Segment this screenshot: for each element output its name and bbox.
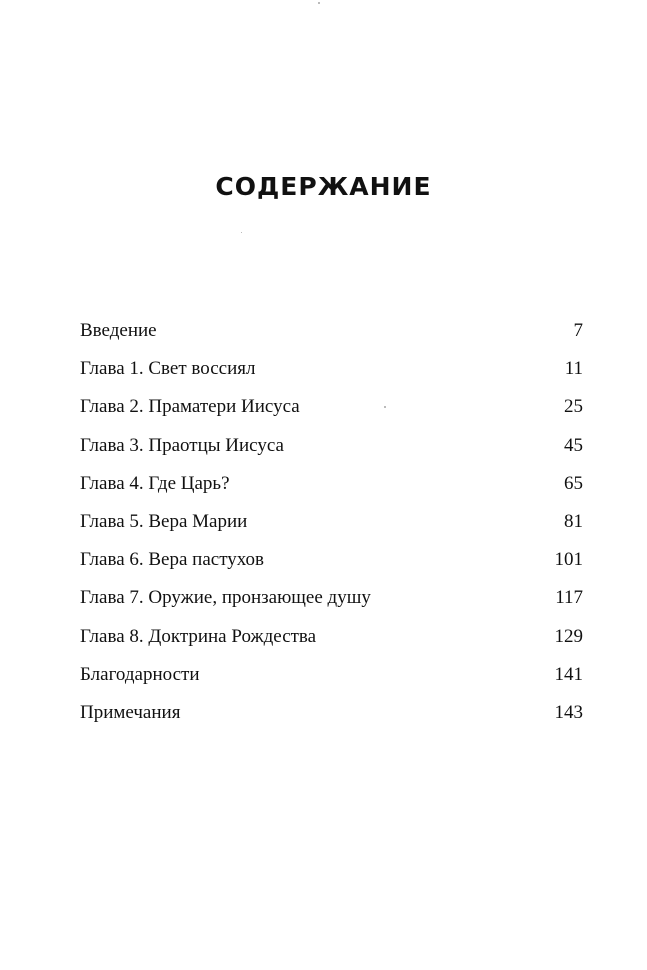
- toc-entry-chapter-5[interactable]: [80, 503, 583, 541]
- toc-entry-label: Глава 5. Вера Марии: [80, 510, 248, 532]
- toc-entry-label: Глава 4. Где Царь?: [80, 472, 230, 494]
- toc-entry-label: Введение: [80, 320, 157, 341]
- toc-entry-chapter-3[interactable]: [80, 427, 583, 465]
- toc-entry-label: Глава 8. Доктрина Рождества: [80, 625, 317, 647]
- toc-title: СОДЕРЖАНИЕ: [215, 172, 432, 201]
- toc-entry-chapter-8[interactable]: [80, 618, 583, 656]
- toc-entry-notes[interactable]: [80, 694, 583, 732]
- toc-entry-page: 45: [564, 434, 583, 456]
- toc-entry-page: 25: [564, 396, 583, 418]
- toc-entry-label: Глава 6. Вера пастухов: [80, 549, 264, 571]
- toc-entry-page: 81: [564, 510, 583, 532]
- toc-entry-label: Примечания: [80, 701, 181, 723]
- toc-entry-page: 129: [554, 625, 583, 647]
- toc-entry-label: Глава 1. Свет воссиял: [80, 358, 256, 380]
- toc-entry-label: Благодарности: [80, 663, 200, 685]
- toc-entry-page: 11: [564, 358, 583, 380]
- toc-entry-chapter-6[interactable]: [80, 541, 583, 579]
- toc-entry-page: 141: [554, 663, 583, 685]
- print-speck: [318, 2, 320, 4]
- toc-entry-label: Глава 3. Праотцы Иисуса: [80, 434, 284, 456]
- toc-entry-label: Глава 2. Праматери Иисуса: [80, 396, 300, 418]
- toc-entry-page: 7: [573, 320, 583, 341]
- toc-entry-chapter-2[interactable]: [80, 388, 583, 426]
- toc-entry-page: 117: [555, 587, 583, 609]
- toc-entry-chapter-1[interactable]: [80, 350, 583, 388]
- toc-entry-chapter-7[interactable]: [80, 579, 583, 617]
- toc-entry-page: 65: [564, 472, 583, 494]
- toc-list: [80, 312, 583, 732]
- toc-entry-introduction[interactable]: [80, 312, 583, 350]
- toc-entry-label: Глава 7. Оружие, пронзающее душу: [80, 587, 371, 609]
- toc-entry-acknowledgements[interactable]: [80, 656, 583, 694]
- toc-entry-page: 143: [554, 701, 583, 723]
- toc-entry-page: 101: [554, 549, 583, 571]
- toc-entry-chapter-4[interactable]: [80, 465, 583, 503]
- print-speck: [241, 232, 242, 233]
